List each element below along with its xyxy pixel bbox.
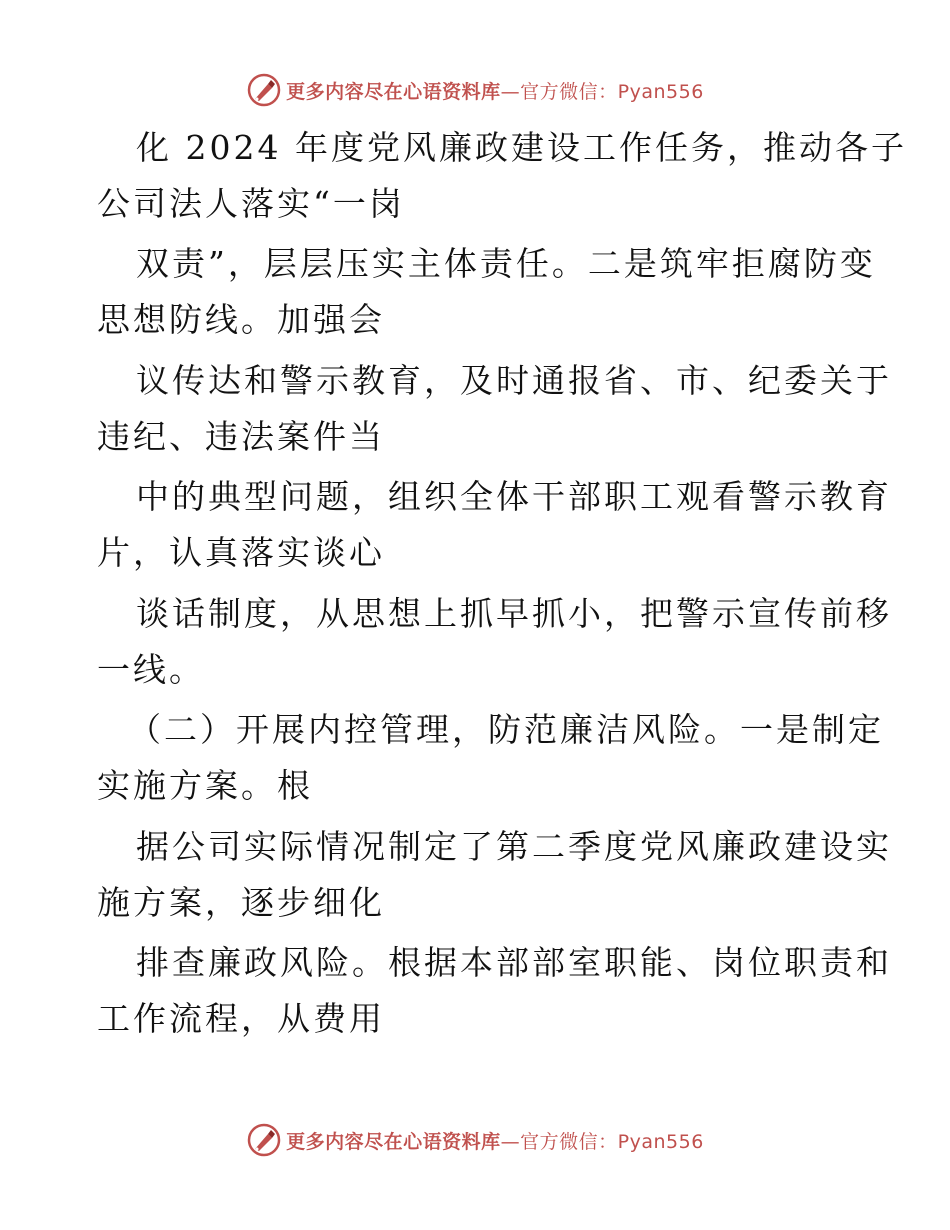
watermark-brand: 更多内容尽在心语资料库 [286, 80, 501, 103]
watermark-dash: — [500, 1130, 521, 1153]
body-line: 议传达和警示教育，及时通报省、市、纪委关于 [136, 361, 892, 400]
body-line: 违纪、违法案件当 [97, 417, 385, 456]
watermark-contact: 官方微信：Pyan556 [520, 1130, 704, 1153]
footer-watermark [0, 1120, 950, 1160]
body-line: 实施方案。根 [97, 766, 313, 805]
body-line: 谈话制度，从思想上抓早抓小，把警示宣传前移 [136, 594, 892, 633]
body-line: 思想防线。加强会 [97, 300, 385, 339]
pen-logo-icon [246, 1122, 282, 1158]
pen-logo-icon [246, 72, 282, 108]
watermark-contact: 官方微信：Pyan556 [520, 80, 704, 103]
body-line: 中的典型问题，组织全体干部职工观看警示教育 [136, 477, 892, 516]
watermark-dash: — [500, 80, 521, 103]
watermark-text [286, 77, 704, 104]
watermark-brand: 更多内容尽在心语资料库 [286, 1130, 501, 1153]
body-line: 施方案，逐步细化 [97, 883, 385, 922]
body-line: 片，认真落实谈心 [97, 533, 385, 572]
body-line: 排查廉政风险。根据本部部室职能、岗位职责和 [136, 943, 892, 982]
body-line: 工作流程，从费用 [97, 999, 385, 1038]
body-line: 公司法人落实“一岗 [97, 184, 405, 223]
body-line: 一线。 [97, 650, 205, 689]
section-heading-line: （二）开展内控管理，防范廉洁风险。一是制定 [128, 710, 884, 749]
watermark-text [286, 1127, 704, 1154]
body-line: 化 2024 年度党风廉政建设工作任务，推动各子 [136, 128, 907, 167]
body-line: 双责”，层层压实主体责任。二是筑牢拒腐防变 [136, 244, 876, 283]
body-line: 据公司实际情况制定了第二季度党风廉政建设实 [136, 827, 892, 866]
header-watermark [0, 70, 950, 110]
